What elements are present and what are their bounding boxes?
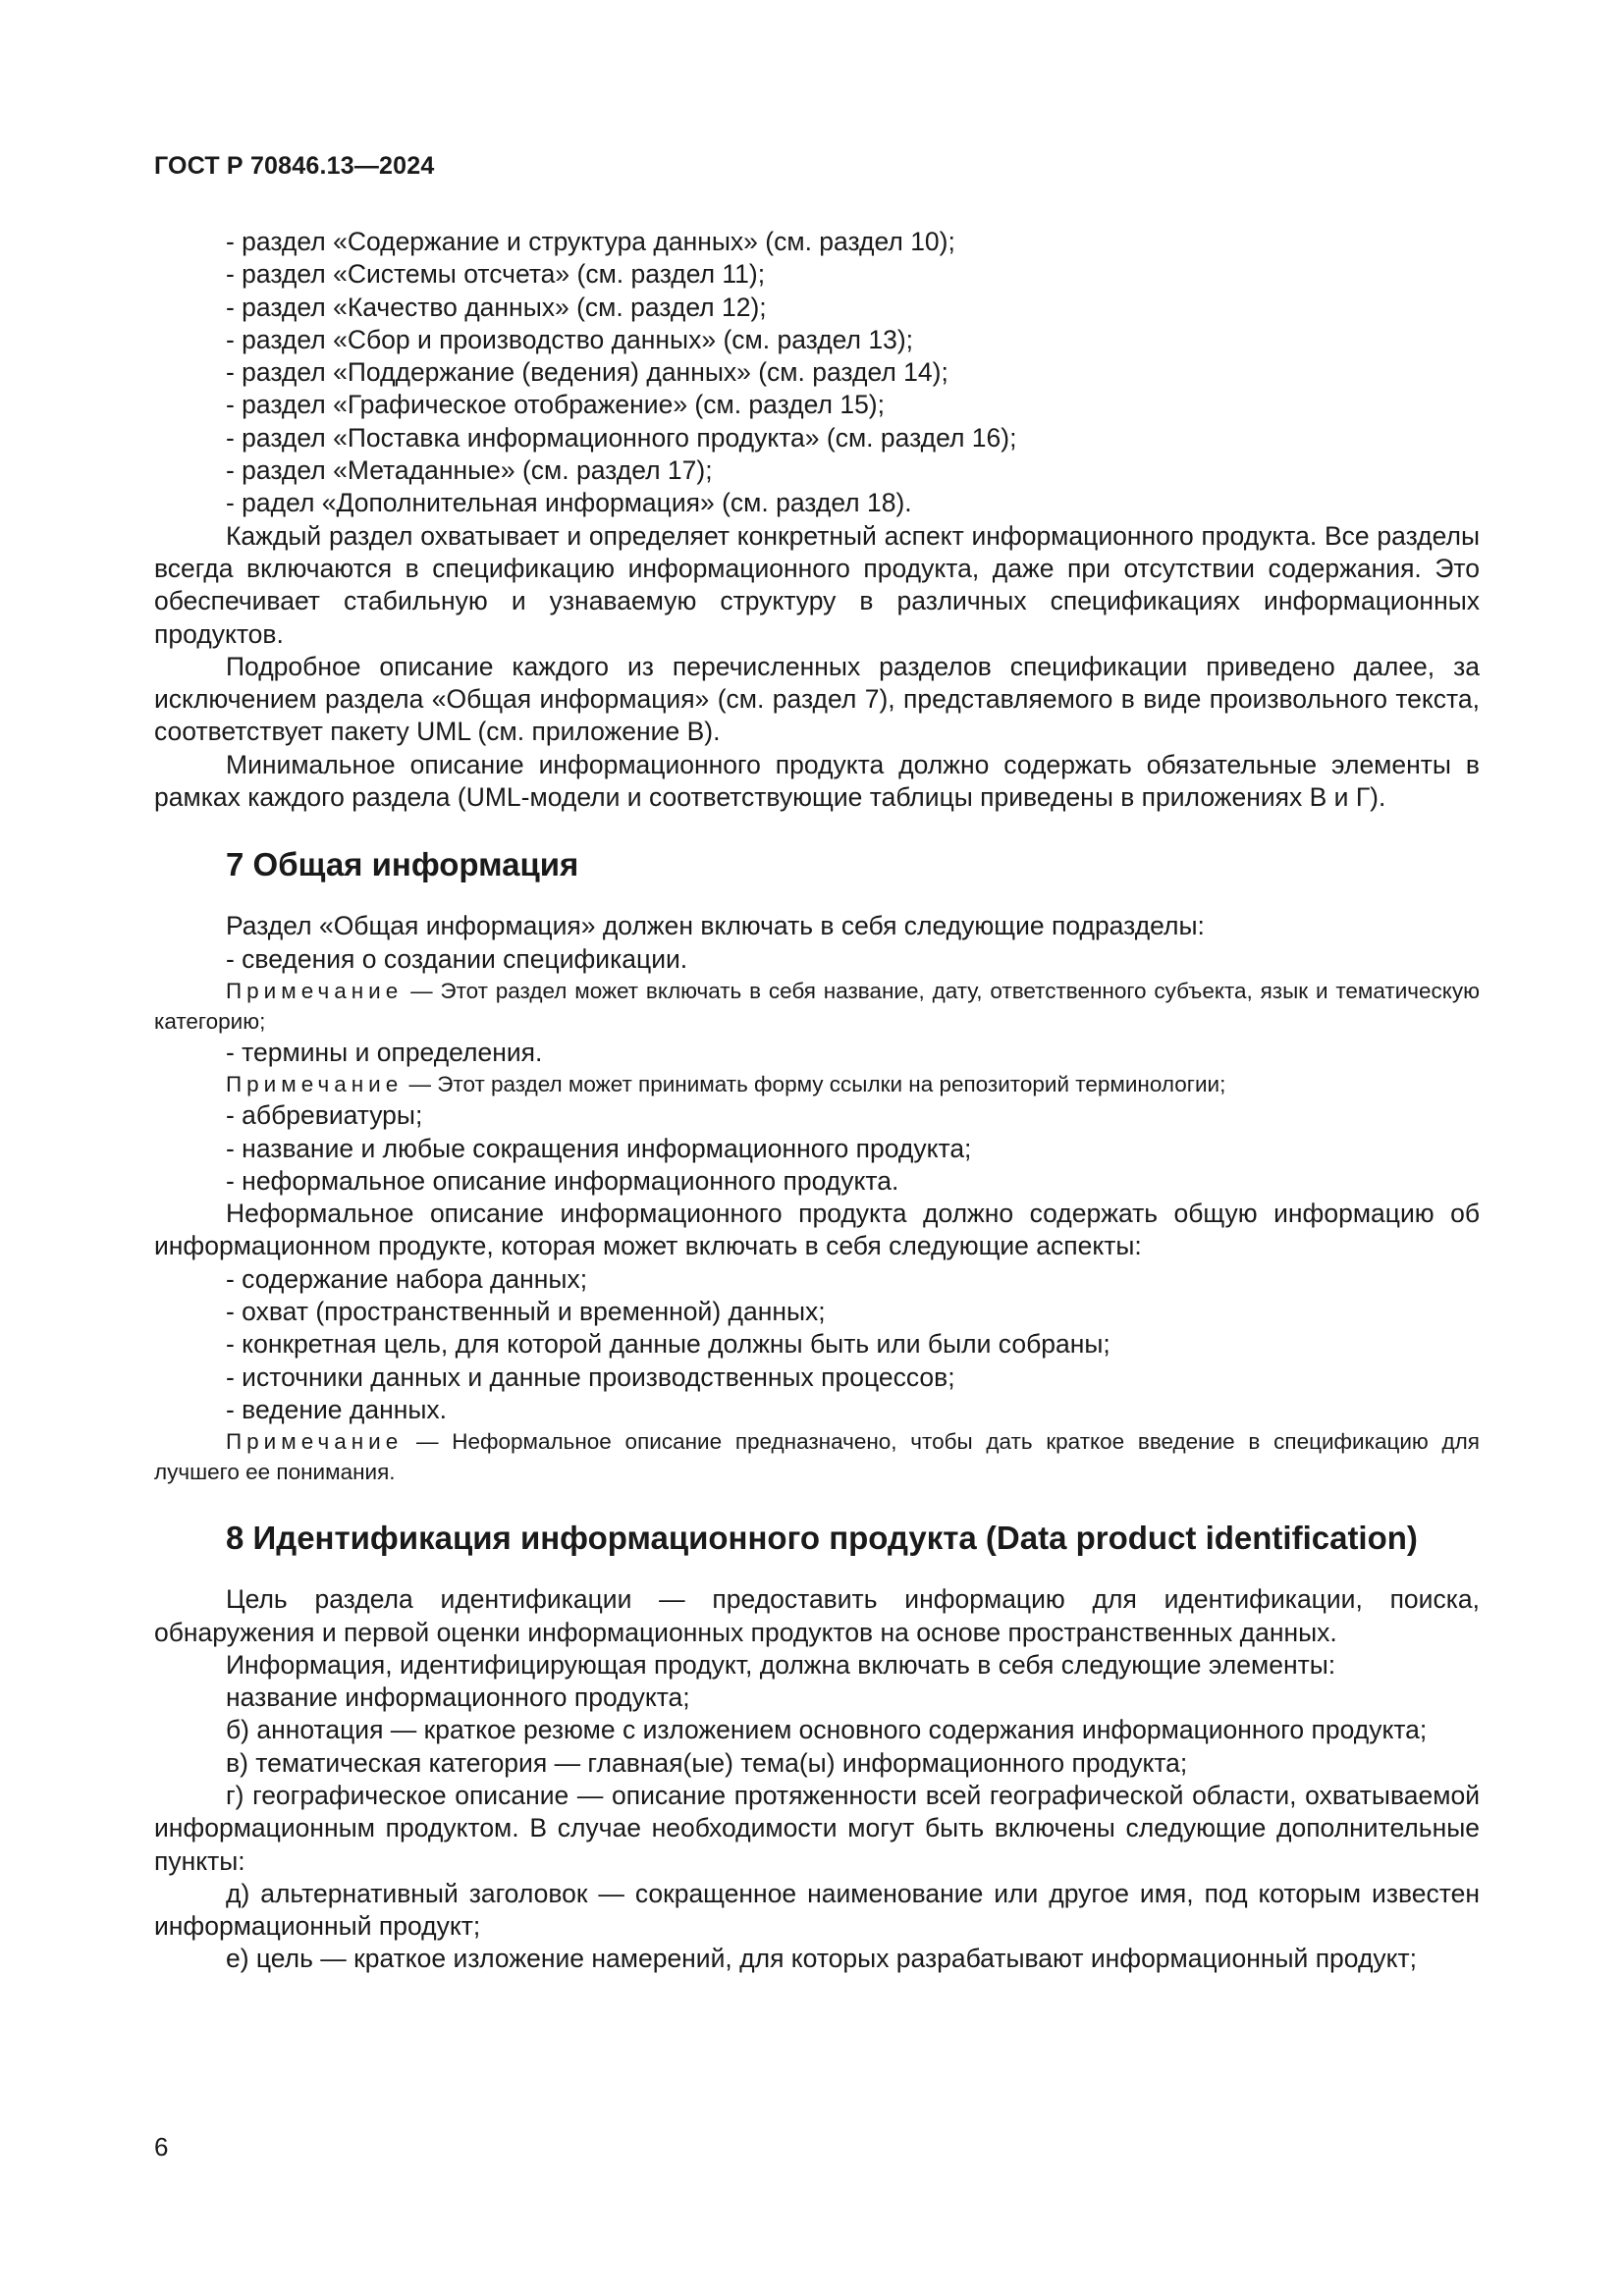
paragraph: Каждый раздел охватывает и определяет конкретный аспект информационного продукта. Все разделы всегда включаются в спецификацию информационного продукта, даже при отсутствии содержания. Это обеспечивает стабильную и узнаваемую структуру в различных спецификациях информационных продуктов. [154,520,1480,649]
list-item: е) цель — краткое изложение намерений, для которых разрабатывают информационный продукт; [226,1944,1418,1974]
paragraph: Цель раздела идентификации — предоставить информацию для идентификации, поиска, обнаружения и первой оценки информационных продуктов на основе пространственных данных. [154,1584,1480,1647]
document-code: ГОСТ Р 70846.13—2024 [154,152,435,180]
list-item: название информационного продукта; [226,1682,690,1713]
list-item: - конкретная цель, для которой данные должны быть или были собраны; [226,1329,1110,1360]
list-item: - источники данных и данные производственных процессов; [226,1362,955,1392]
paragraph: Информация, идентифицирующая продукт, должна включать в себя следующие элементы: [226,1649,1336,1680]
list-item: - раздел «Сбор и производство данных» (см. раздел 13); [226,324,914,354]
list-item: - раздел «Графическое отображение» (см. раздел 15); [226,390,885,420]
list-item: - термины и определения. [226,1037,543,1067]
list-item: - раздел «Содержание и структура данных» (см. раздел 10); [226,227,955,256]
list-item: - аббревиатуры; [226,1100,423,1131]
list-item: - раздел «Метаданные» (см. раздел 17); [226,455,713,486]
list-item: г) географическое описание — описание протяженности всей географической области, охватываемой информационным продуктом. В случае необходимости могут быть включены следующие дополнительные пункты: [154,1780,1480,1876]
list-item: - раздел «Поставка информационного продукта» (см. раздел 16); [226,422,1017,453]
note-text: — Этот раздел может включать в себя название, дату, ответственного субъекта, язык и тематическую категорию; [154,978,1480,1034]
section-7-heading: 7 Общая информация [226,846,579,883]
list-item: - ведение данных. [226,1394,447,1424]
paragraph: Подробное описание каждого из перечисленных разделов спецификации приведено далее, за исключением раздела «Общая информация» (см. раздел 7), представляемого в виде произвольного текста, соответствует пакету UML (см. приложение В). [154,651,1480,747]
paragraph: Минимальное описание информационного продукта должно содержать обязательные элементы в рамках каждого раздела (UML-модели и соответствующие таблицы приведены в приложениях В и Г). [154,749,1480,813]
note-label: Примечание [226,1072,404,1097]
list-item: д) альтернативный заголовок — сокращенное наименование или другое имя, под которым известен информационный продукт; [154,1878,1480,1942]
note [154,1069,1480,1099]
note [154,976,1480,1037]
list-item: - охват (пространственный и временной) данных; [226,1297,826,1327]
list-item: - содержание набора данных; [226,1263,588,1294]
list-item: в) тематическая категория — главная(ые) тема(ы) информационного продукта; [226,1747,1188,1778]
paragraph: Неформальное описание информационного продукта должно содержать общую информацию об информационном продукте, которая может включать в себя следующие аспекты: [154,1199,1480,1261]
note-text: — Этот раздел может принимать форму ссылки на репозиторий терминологии; [403,1072,1226,1097]
note-text: — Неформальное описание предназначено, чтобы дать краткое введение в спецификацию для лучшего ее понимания. [154,1429,1480,1485]
page-content [154,226,1480,1976]
note-label: Примечание [226,978,404,1003]
page-number: 6 [154,2132,169,2162]
list-item: б) аннотация — краткое резюме с изложением основного содержания информационного продукта; [226,1715,1428,1745]
list-item: - название и любые сокращения информационного продукта; [226,1133,972,1163]
note [154,1426,1480,1487]
paragraph: Раздел «Общая информация» должен включать в себя следующие подразделы: [226,911,1205,941]
list-item: - неформальное описание информационного продукта. [226,1165,899,1196]
list-item: - сведения о создании спецификации. [226,943,688,974]
section-8-heading: 8 Идентификация информационного продукта (Data product identification) [226,1520,1418,1557]
list-item: - раздел «Системы отсчета» (см. раздел 11); [226,259,766,290]
list-item: - радел «Дополнительная информация» (см. раздел 18). [226,488,912,518]
note-label: Примечание [226,1429,404,1455]
list-item: - раздел «Поддержание (ведения) данных» (см. раздел 14); [226,357,948,388]
list-item: - раздел «Качество данных» (см. раздел 12); [226,292,767,322]
